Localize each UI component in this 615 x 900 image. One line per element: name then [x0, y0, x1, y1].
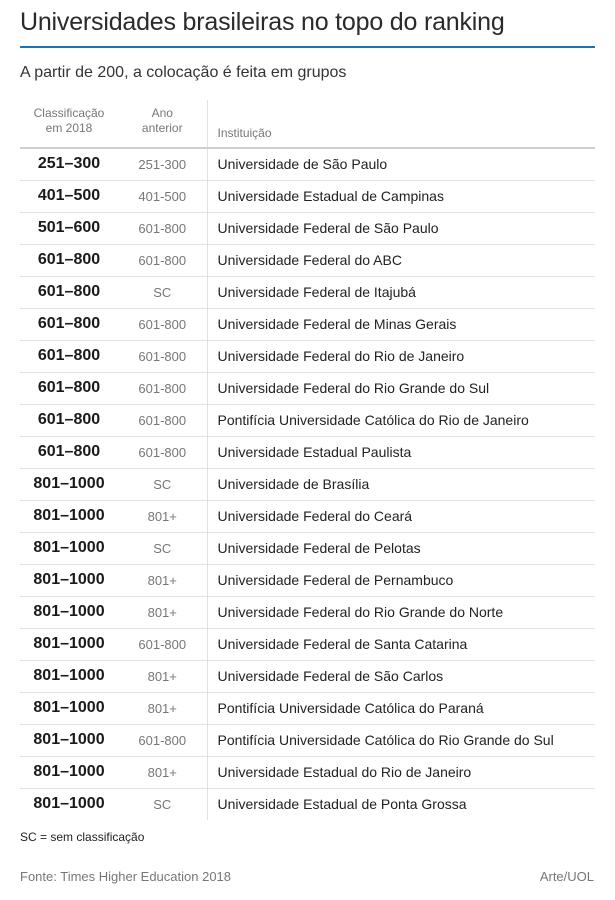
- previous-rank-cell: SC: [118, 788, 207, 820]
- institution-cell: Universidade Federal do Rio de Janeiro: [217, 348, 465, 364]
- table-row: [20, 628, 595, 660]
- institution-cell: Universidade Federal de Itajubá: [217, 284, 416, 300]
- institution-cell: Universidade Federal de Pelotas: [217, 540, 421, 556]
- rank-cell: 601–800: [37, 315, 101, 332]
- previous-rank-cell: 801+: [118, 756, 207, 788]
- table-row: [20, 308, 595, 340]
- previous-rank-cell: 801+: [118, 564, 207, 596]
- page-subtitle: A partir de 200, a colocação é feita em grupos: [20, 64, 347, 81]
- source-credit: Fonte: Times Higher Education 2018: [20, 869, 232, 884]
- column-header-previous: [118, 100, 207, 148]
- previous-rank-cell: 601-800: [118, 724, 207, 756]
- institution-cell: Universidade Federal de Minas Gerais: [217, 316, 457, 332]
- ranking-table-container: [20, 100, 595, 820]
- table-row: [20, 564, 595, 596]
- rank-cell: 801–1000: [33, 667, 105, 684]
- table-row: [20, 212, 595, 244]
- institution-cell: Pontifícia Universidade Católica do Rio de Janeiro: [217, 412, 529, 428]
- rank-cell: 601–800: [37, 379, 101, 396]
- table-row: [20, 532, 595, 564]
- column-header-institution: Instituição: [217, 126, 272, 140]
- institution-cell: Universidade de Brasília: [217, 476, 370, 492]
- previous-rank-cell: 801+: [118, 500, 207, 532]
- table-row: [20, 436, 595, 468]
- rank-cell: 801–1000: [33, 795, 105, 813]
- table-row: [20, 788, 595, 820]
- rank-cell: 601–800: [37, 347, 101, 364]
- institution-cell: Universidade Federal de São Paulo: [217, 220, 439, 236]
- previous-rank-cell: 401-500: [118, 180, 207, 212]
- previous-rank-cell: 601-800: [118, 436, 207, 468]
- table-row: [20, 340, 595, 372]
- table-row: [20, 596, 595, 628]
- institution-cell: Universidade Federal do Rio Grande do Norte: [217, 604, 504, 620]
- institution-cell: Universidade Federal do Rio Grande do Sul: [217, 380, 490, 396]
- institution-cell: Universidade Estadual de Campinas: [217, 188, 444, 204]
- institution-cell: Universidade Federal de Santa Catarina: [217, 636, 468, 652]
- institution-cell: Universidade Federal do ABC: [217, 252, 402, 268]
- institution-cell: Pontifícia Universidade Católica do Paraná: [217, 700, 484, 716]
- column-header-rank-line1: Classificação: [33, 106, 105, 120]
- rank-cell: 801–1000: [33, 763, 105, 780]
- previous-rank-cell: 601-800: [118, 212, 207, 244]
- title-divider: [20, 46, 595, 48]
- rank-cell: 801–1000: [33, 603, 105, 620]
- table-row: [20, 276, 595, 308]
- legend-note: SC = sem classificação: [20, 830, 145, 844]
- institution-cell: Pontifícia Universidade Católica do Rio Grande do Sul: [217, 732, 554, 748]
- rank-cell: 801–1000: [33, 507, 105, 524]
- table-row: [20, 468, 595, 500]
- institution-cell: Universidade Federal do Ceará: [217, 508, 413, 524]
- column-header-previous-line1: Ano: [151, 106, 173, 120]
- institution-cell: Universidade Estadual do Rio de Janeiro: [217, 764, 472, 780]
- rank-cell: 401–500: [37, 187, 101, 204]
- previous-rank-cell: 251-300: [118, 148, 207, 180]
- table-row: [20, 500, 595, 532]
- previous-rank-cell: SC: [118, 276, 207, 308]
- rank-cell: 801–1000: [33, 475, 105, 492]
- rank-cell: 251–300: [37, 155, 101, 173]
- rank-cell: 801–1000: [33, 539, 105, 556]
- rank-cell: 601–800: [37, 443, 101, 460]
- previous-rank-cell: SC: [118, 532, 207, 564]
- page-title: Universidades brasileiras no topo do ranking: [20, 8, 505, 36]
- rank-cell: 601–800: [37, 283, 101, 300]
- institution-cell: Universidade Federal de São Carlos: [217, 668, 444, 684]
- table-row: [20, 724, 595, 756]
- rank-cell: 501–600: [37, 219, 101, 236]
- institution-cell: Universidade Federal de Pernambuco: [217, 572, 454, 588]
- column-header-rank-line2: em 2018: [45, 121, 93, 135]
- institution-cell: Universidade Estadual Paulista: [217, 444, 412, 460]
- table-body: [20, 148, 595, 820]
- previous-rank-cell: SC: [118, 468, 207, 500]
- previous-rank-cell: 601-800: [118, 340, 207, 372]
- column-header-rank: [20, 100, 118, 148]
- table-row: [20, 660, 595, 692]
- table-row: [20, 372, 595, 404]
- previous-rank-cell: 601-800: [118, 404, 207, 436]
- institution-cell: Universidade de São Paulo: [217, 156, 388, 173]
- column-header-previous-line2: anterior: [141, 121, 183, 135]
- table-row: [20, 148, 595, 180]
- previous-rank-cell: 801+: [118, 596, 207, 628]
- previous-rank-cell: 601-800: [118, 308, 207, 340]
- previous-rank-cell: 801+: [118, 660, 207, 692]
- institution-cell: Universidade Estadual de Ponta Grossa: [217, 796, 467, 813]
- previous-rank-cell: 801+: [118, 692, 207, 724]
- table-row: [20, 692, 595, 724]
- previous-rank-cell: 601-800: [118, 372, 207, 404]
- rank-cell: 801–1000: [33, 699, 105, 716]
- rank-cell: 601–800: [37, 411, 101, 428]
- rank-cell: 801–1000: [33, 635, 105, 652]
- rank-cell: 801–1000: [33, 731, 105, 748]
- art-credit: Arte/UOL: [539, 869, 594, 884]
- previous-rank-cell: 601-800: [118, 628, 207, 660]
- table-header-row: [20, 100, 595, 148]
- rank-cell: 801–1000: [33, 571, 105, 588]
- rank-cell: 601–800: [37, 251, 101, 268]
- previous-rank-cell: 601-800: [118, 244, 207, 276]
- table-row: [20, 244, 595, 276]
- table-row: [20, 180, 595, 212]
- table-row: [20, 404, 595, 436]
- table-row: [20, 756, 595, 788]
- ranking-table: [20, 100, 595, 820]
